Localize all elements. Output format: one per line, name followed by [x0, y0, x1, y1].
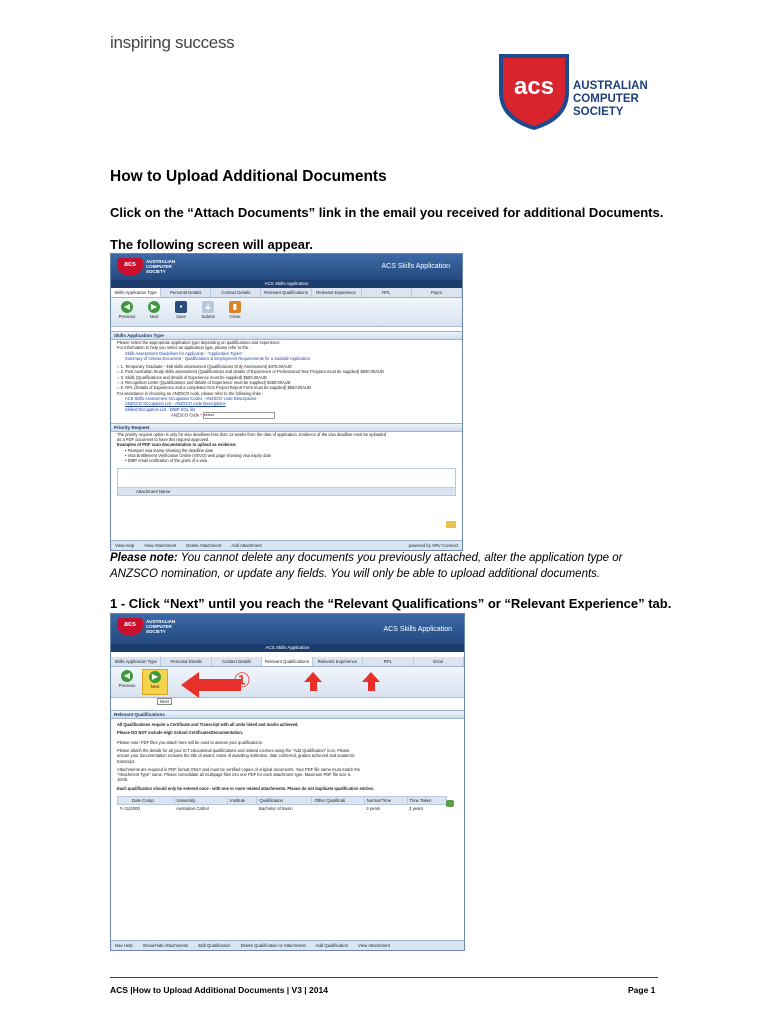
table-row[interactable] — [118, 805, 447, 813]
arrow-right-icon: ▶ — [149, 671, 161, 683]
table-cell — [312, 805, 364, 813]
previous-button[interactable]: ◀ Previous — [118, 302, 136, 319]
attachment-name-header: Attachment Name — [118, 487, 455, 495]
column-header[interactable]: Normal Time — [364, 797, 407, 805]
qualifications-table — [117, 796, 447, 812]
please-note — [110, 550, 650, 582]
tab-personal-details[interactable]: Personal Details — [161, 657, 211, 666]
delete-qualification-button[interactable]: Delete Qualification or Attachment — [240, 943, 306, 948]
arrow-right-icon: ▶ — [148, 301, 160, 313]
page-footer-left: ACS |How to Upload Additional Documents | V3 | 2014 — [110, 985, 328, 995]
column-header[interactable]: Institute — [228, 797, 257, 805]
tab-contact-details[interactable]: Contact Details — [212, 657, 262, 666]
radio-option-5[interactable]: ○ 5. RPL (Details of Experience and a completed ACS Project Report Form must be supplied) $550.00AUD — [117, 385, 311, 391]
tagline: inspiring success — [110, 33, 235, 52]
nav-help-button[interactable]: Nav Help — [115, 943, 133, 948]
bullet-line: • Visa Entitlement Verification Online (VEVO) web page showing visa expiry date — [125, 453, 272, 459]
anzsco-select[interactable]: select — [203, 412, 275, 419]
app-header — [111, 254, 462, 280]
show-hide-attachments-button[interactable]: Show/Hide Attachments — [142, 943, 189, 948]
screen-paragraph: The following screen will appear. — [110, 237, 313, 252]
app-subtitle-bar: ACS Skills Application — [111, 644, 464, 652]
panel-line: 10mb. — [117, 777, 129, 783]
table-cell: Australian Cathol — [176, 806, 209, 812]
tab-skills-application-type[interactable]: Skills Application Type — [111, 657, 161, 666]
red-up-arrow-icon — [362, 672, 380, 692]
table-header-row — [118, 797, 447, 805]
toolbar — [111, 667, 464, 698]
add-attachment-icon[interactable] — [446, 521, 456, 528]
panel-line: as a PDF document to have this request approved. — [117, 437, 210, 443]
view-attachment-button[interactable]: View Attachment — [144, 543, 177, 548]
panel-line: Please DO NOT include High School Certificates/Documentation. — [117, 730, 244, 735]
app-title: ACS Skills Application — [383, 626, 452, 633]
tab-relevant-qualifications[interactable]: Relevant Qualifications — [261, 288, 311, 297]
table-cell — [228, 805, 257, 813]
panel-line: Please note: PDF files you attach here will be used to assess your qualifications. — [117, 740, 263, 745]
tab-contact-details[interactable]: Contact Details — [211, 288, 261, 297]
add-qualification-button[interactable]: Add Qualification — [315, 943, 349, 948]
app-title: ACS Skills Application — [381, 263, 450, 270]
app-header — [111, 614, 464, 644]
screenshot-relevant-qualifications — [110, 613, 465, 951]
panel-line: Please attach the details for all your ICT educational qualifications and related courses using the "Add Qualification" icon. Please — [117, 748, 350, 753]
panel-line: For assistance in choosing an ANZSCO code, please refer to the following links - — [117, 390, 264, 396]
previous-button[interactable]: ◀ Previous — [118, 671, 136, 688]
red-up-arrow-icon — [304, 672, 322, 692]
column-header[interactable]: University — [174, 797, 228, 805]
red-left-arrow-icon — [181, 672, 241, 698]
submit-icon: ▲ — [202, 301, 214, 313]
tab-bar — [111, 288, 462, 298]
next-tooltip: Next — [157, 698, 172, 705]
view-help-button[interactable]: View Help — [115, 543, 135, 548]
bullet-line: • DIBP email notification of the grant of a visa — [125, 458, 207, 464]
save-button[interactable]: ▪ Save — [176, 302, 186, 319]
step-1-instruction: 1 - Click “Next” until you reach the “Relevant Qualifications” or “Relevant Experience” tab. — [110, 596, 672, 611]
footer-toolbar — [111, 940, 464, 950]
panel-line: ensure your documentation includes the title of award, name of awarding institution, date conferred, grades achieved and academic — [117, 753, 355, 759]
tab-rpl[interactable]: RPL — [363, 657, 413, 666]
attachment-grid — [117, 468, 456, 496]
column-header[interactable]: Time Taken — [407, 797, 446, 805]
occupation-codes-link[interactable]: ACS Skills Assessment Occupation Codes - ANZSCO code Descriptions — [125, 395, 257, 401]
close-door-icon: ▮ — [229, 301, 241, 313]
app-org-name: AUSTRALIAN COMPUTER SOCIETY — [146, 259, 176, 274]
column-header[interactable]: Qualification — [257, 797, 312, 805]
add-attachment-button[interactable]: Add Attachment — [231, 543, 262, 548]
panel-priority-request: Priority Request — [111, 423, 462, 432]
close-button[interactable]: ▮ Close — [229, 302, 241, 319]
anzsco-row: ANZSCO Code * select — [111, 412, 462, 419]
panel-line: Each qualification should only be entered once - with one or more related attachments. Please do not duplicate qualification entries. — [117, 785, 375, 791]
edit-qualification-button[interactable]: Edit Qualification — [198, 943, 231, 948]
criteria-link[interactable]: Summary of Criteria Document - Qualifications & Employment Requirements for a Suitable Application — [125, 355, 310, 361]
panel-line: transcript. — [117, 758, 135, 764]
tab-personal-details[interactable]: Personal Details — [161, 288, 211, 297]
app-subtitle-bar: ACS Skills Application — [111, 280, 462, 288]
floppy-icon: ▪ — [175, 301, 187, 313]
app-org-name: AUSTRALIAN COMPUTER SOCIETY — [146, 619, 176, 634]
radio-option-2[interactable]: ○ 2. Post Australian Study skills assessment (Qualifications and details of Experience or Professional Year Program must be supplied) $500.00AUD — [117, 369, 384, 375]
logo-badge-text: acs — [513, 73, 555, 100]
tab-enrol[interactable]: Enrol — [414, 657, 464, 666]
document-title: How to Upload Additional Documents — [110, 168, 387, 185]
tab-relevant-experience[interactable]: Relevant Experience — [313, 657, 363, 666]
footer-divider — [110, 977, 658, 978]
bullet-line: • Passport visa stamp showing the deadline date — [125, 447, 214, 453]
tab-rpl[interactable]: RPL — [362, 288, 412, 297]
arrow-left-icon: ◀ — [121, 670, 133, 682]
acs-badge-icon: acs — [117, 618, 143, 635]
panel-line: Examples of PDF scan documentation to upload as evidence: — [117, 442, 237, 448]
panel-line: Attachments are required in PDF format ONLY and must be certified copies of original documents. Your PDF file name must match the — [117, 766, 361, 772]
table-cell: 3 years — [409, 806, 424, 812]
submit-button[interactable]: ▲ Submit — [201, 302, 215, 319]
table-cell: ✎ 01/2000 — [119, 805, 140, 811]
logo-line: COMPUTER — [573, 93, 639, 105]
panel-line: "Attachment Type" name. Please consolidate all multipage files into one PDF for each attachment type. Maximum PDF file size is — [117, 772, 351, 778]
logo-org-name — [573, 80, 648, 119]
radio-option-1[interactable]: ○ 1. Temporary Graduate - 485 skills assessment (Qualifications Only Assessment) $475.00AUD — [117, 364, 292, 370]
note-label: Please note: — [110, 552, 178, 564]
panel-skills-application-type: Skills Application Type — [111, 331, 462, 340]
logo-line: AUSTRALIAN — [573, 80, 648, 92]
tab-relevant-qualifications[interactable]: Relevant Qualifications — [262, 657, 312, 666]
panel-line: Please select the appropriate application type depending on qualifications and experience. — [117, 340, 281, 345]
panel-line: The priority request option is only for visa deadlines less than 12 weeks from the date of application. Evidence of the visa deadline must be uploaded — [117, 431, 386, 437]
intro-paragraph: Click on the “Attach Documents” link in the email you received for additional Documents. — [110, 205, 664, 220]
add-qualification-icon[interactable] — [446, 800, 454, 807]
acs-badge-icon: acs — [117, 258, 143, 275]
guidelines-link[interactable]: Skills Assessment Guidelines for Applicants - "Application Types" — [125, 350, 243, 356]
panel-line: All Qualifications require a Certificate and Transcript with all units listed and marks achieved. — [117, 722, 299, 727]
tab-relevant-experience[interactable]: Relevant Experience — [312, 288, 362, 297]
tab-payment[interactable]: Paym — [412, 288, 462, 297]
view-attachment-button[interactable]: View Attachment — [358, 943, 390, 948]
next-button[interactable]: ▶ Next — [142, 669, 168, 695]
toolbar — [111, 298, 462, 327]
tab-skills-application-type[interactable]: Skills Application Type — [111, 288, 161, 297]
tab-bar — [111, 657, 464, 667]
radio-option-3[interactable]: ○ 3. Skills (Qualifications and details of Experience must be supplied) $500.00AUD — [117, 374, 267, 380]
delete-attachment-button[interactable]: Delete Attachment — [186, 543, 222, 548]
panel-relevant-qualifications: Relevant Qualifications — [111, 710, 464, 719]
note-text: You cannot delete any documents you previously attached, alter the application type or ANZSCO nomination, or update any fields. You will only be able to upload additional documents. — [110, 552, 623, 580]
column-header[interactable]: Date Comp — [118, 797, 175, 805]
step-marker: ① — [233, 670, 251, 692]
arrow-left-icon: ◀ — [121, 301, 133, 313]
skilled-occupation-link[interactable]: Skilled Occupation List - DIBP SOL list — [125, 406, 195, 412]
powered-by: powered by XRV Connect — [408, 543, 458, 548]
anzsco-list-link[interactable]: ANZSCO Occupation List - ANZSCO code Descriptions — [125, 401, 226, 407]
table-cell: 3 years — [366, 806, 381, 812]
column-header[interactable]: Other Qualificati — [312, 797, 364, 805]
table-cell: Bachelor of Busin — [258, 806, 293, 812]
logo-line: SOCIETY — [573, 106, 624, 118]
next-button[interactable]: ▶ Next — [149, 302, 159, 319]
screenshot-application-type — [110, 253, 463, 551]
panel-line: For information to help you select an application type, please refer to the - — [117, 345, 251, 351]
anzsco-label: ANZSCO Code — [171, 412, 199, 418]
radio-option-4[interactable]: ○ 4. Recognition Letter (Qualifications and details of Experience must be supplied) $450.00AUD — [117, 380, 291, 386]
edit-pencil-icon[interactable]: ✎ — [119, 805, 124, 811]
footer-toolbar — [111, 540, 462, 550]
page-number: Page 1 — [628, 985, 656, 995]
